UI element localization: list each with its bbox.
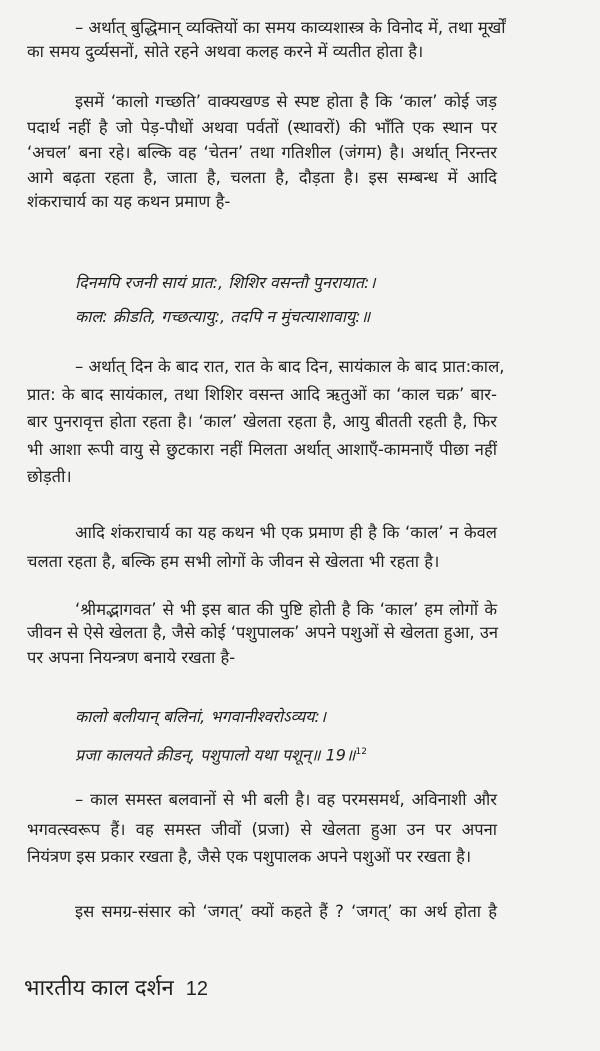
text-line: जीवन से ऐसे खेलता है, जैसे कोई ‘पशुपालक’ अपने पशुओं से खेलता हुआ, उन [27, 623, 499, 642]
verse-line: काल: क्रीडति, गच्छत्यायु:, तदपि न मुंचत्याशावायु:॥ [75, 307, 371, 326]
text-line: – अर्थात् बुद्धिमान् व्यक्तियों का समय काव्यशास्त्र के विनोद में, तथा मूर्खों [75, 18, 506, 37]
text-line: भी आशा रूपी वायु से छुटकारा नहीं मिलता अर्थात् आशाएँ-कामनाएँ पीछा नहीं [27, 440, 497, 459]
text-line: इस समग्र-संसार को ‘जगत्’ क्यों कहते हैं ? ‘जगत्’ का अर्थ होता है [75, 902, 497, 921]
text-line: प्रात: के बाद सायंकाल, तथा शिशिर वसन्त आदि ऋतुओं का ‘काल चक्र’ बार- [27, 385, 497, 404]
text-line: ‘अचल’ बना रहे। बल्कि वह ‘चेतन’ तथा गतिशील (जंगम) है। अर्थात् निरन्तर [27, 143, 497, 162]
verse-line: दिनमपि रजनी सायं प्रात:, शिशिर वसन्तौ पुनरायात:। [75, 273, 376, 292]
verse-text: प्रजा कालयते क्रीडन्, पशुपालो यथा पशून्॥ 19॥ [75, 745, 356, 765]
text-line: इसमें ‘कालो गच्छति’ वाक्यखण्ड से स्पष्ट होता है कि ‘काल’ कोई जड़ [75, 92, 497, 111]
verse-line: कालो बलीयान् बलिनां, भगवानीश्वरोऽव्यय:। [75, 707, 327, 726]
book-title: भारतीय काल दर्शन [24, 975, 174, 1000]
text-line: ‘श्रीमद्भागवत’ से भी इस बात की पुष्टि होती है कि ‘काल’ हम लोगों के [75, 600, 497, 619]
text-line: पर अपना नियन्त्रण बनाये रखता है- [27, 648, 236, 667]
text-line: आदि शंकराचार्य का यह कथन भी एक प्रमाण ही है कि ‘काल’ न केवल [75, 523, 497, 542]
text-line: चलता रहता है, बल्कि हम सभी लोगों के जीवन से खेलता भी रहता है। [27, 552, 440, 571]
text-line: नियंत्रण इस प्रकार रखता है, जैसे एक पशुपालक अपने पशुओं पर रखता है। [27, 847, 472, 866]
text-line: – काल समस्त बलवानों से भी बली है। वह परमसमर्थ, अविनाशी और [75, 790, 497, 809]
text-line: भगवत्स्वरूप हैं। वह समस्त जीवों (प्रजा) से खेलता हुआ उन पर अपना [27, 820, 497, 839]
text-line: का समय दुर्व्यसनों, सोते रहने अथवा कलह करने में व्यतीत होता है। [27, 42, 424, 61]
text-line: आगे बढ़ता रहता है, जाता है, चलता है, दौड़ता है। इस सम्बन्ध में आदि [27, 168, 497, 187]
page-number: 12 [185, 978, 208, 1000]
page-footer [24, 974, 208, 1003]
footnote-marker: 12 [355, 747, 367, 757]
text-line: छोड़ती। [27, 467, 72, 486]
text-line: पदार्थ नहीं है जो पेड़-पौधों अथवा पर्वतों (स्थावरों) की भाँति एक स्थान पर [27, 118, 497, 137]
text-line: – अर्थात् दिन के बाद रात, रात के बाद दिन, सायंकाल के बाद प्रात:काल, [75, 357, 505, 376]
text-line: शंकराचार्य का यह कथन प्रमाण है- [27, 192, 231, 211]
text-line: बार पुनरावृत्त होता रहता है। ‘काल’ खेलता रहता है, आयु बीतती रहती है, फिर [27, 412, 497, 431]
verse-line [75, 741, 367, 766]
